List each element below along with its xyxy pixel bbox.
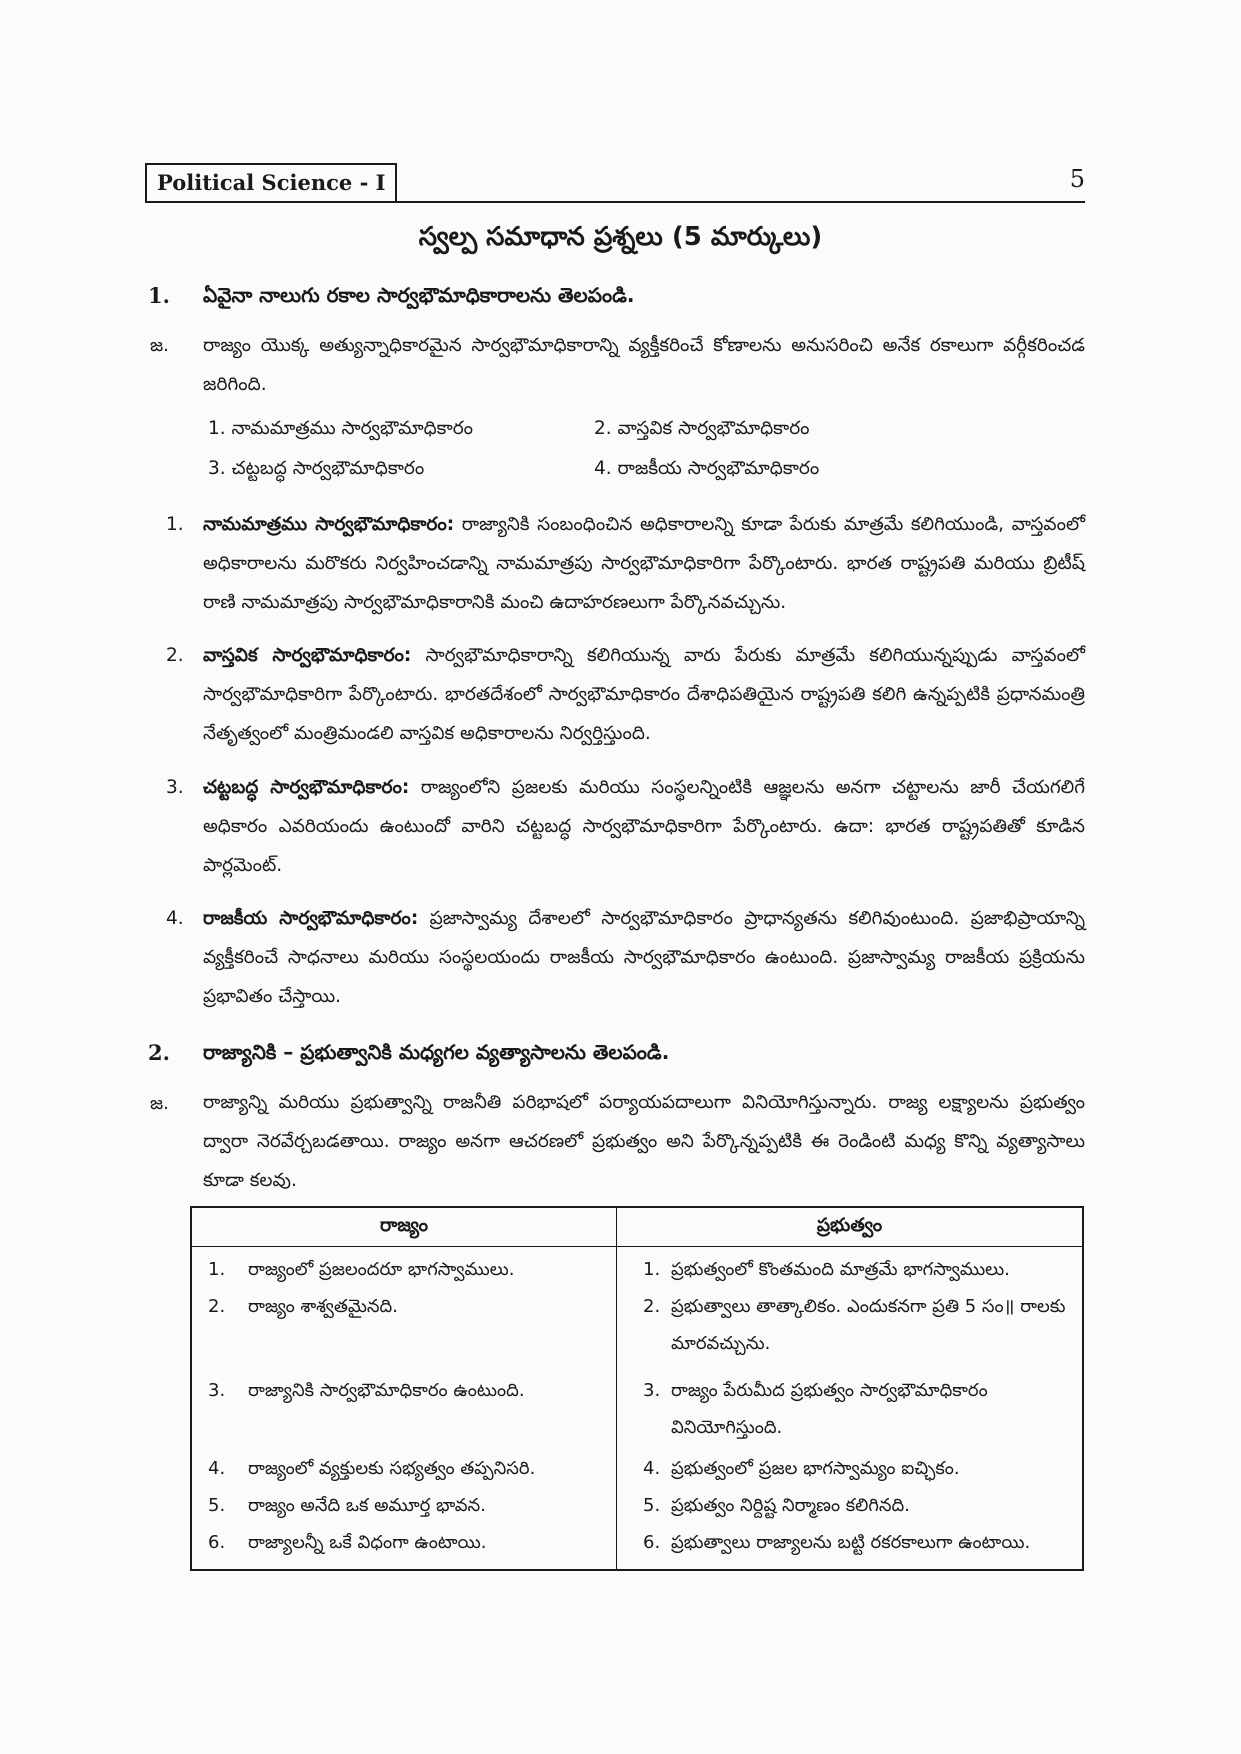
table-row — [191, 1372, 1083, 1450]
government-cell — [617, 1487, 1084, 1524]
item-body — [203, 768, 1085, 885]
item-body — [203, 636, 1085, 753]
state-cell — [191, 1524, 617, 1570]
state-text: రాజ్యాలన్నీ ఒకే విధంగా ఉంటాయి. — [248, 1532, 487, 1553]
row-number: 3. — [643, 1380, 661, 1401]
table-header-row — [191, 1207, 1083, 1247]
government-cell — [617, 1372, 1084, 1450]
item-body — [203, 505, 1085, 622]
state-cell — [191, 1288, 617, 1372]
item-number: 3. — [166, 777, 184, 798]
state-cell — [191, 1487, 617, 1524]
government-text: ప్రభుత్వంలో కొంతమంది మాత్రమే భాగస్వాములు. — [671, 1259, 1010, 1280]
item-heading: చట్టబద్ధ సార్వభౌమాధికారం: — [203, 777, 410, 798]
item-number: 2. — [166, 645, 184, 666]
row-number: 2. — [208, 1296, 226, 1317]
item-heading: వాస్తవిక సార్వభౌమాధికారం: — [203, 645, 412, 666]
column-header-government: ప్రభుత్వం — [617, 1207, 1084, 1247]
government-cell — [617, 1247, 1084, 1289]
row-number: 1. — [643, 1259, 661, 1280]
comparison-table — [190, 1206, 1084, 1571]
item-text: రాజ్యానికి సంబంధించిన అధికారాలన్ని కూడా పేరుకు మాత్రమే కలిగియుండి, వాస్తవంలో అధికారాలను మరొకరు నిర్వహించడాన్ని నామమాత్రపు సార్వభౌమాధికారిగా పేర్కొంటారు. భారత రాష్ట్రపతి మరియు బ్రిటీష్ రాణి నామమాత్రపు సార్వభౌమాధికారానికి మంచి ఉదాహరణలుగా పేర్కొనవచ్చును. — [203, 514, 1085, 613]
item-body — [203, 899, 1085, 1016]
question-2-text: రాజ్యానికి – ప్రభుత్వానికి మధ్యగల వ్యత్యాసాలను తెలపండి. — [203, 1040, 670, 1064]
row-number: 5. — [208, 1495, 226, 1516]
state-text: రాజ్యానికి సార్వభౌమాధికారం ఉంటుంది. — [248, 1380, 525, 1401]
type-item: 1. నామమాత్రము సార్వభౌమాధికారం — [208, 418, 474, 439]
table-row — [191, 1450, 1083, 1487]
section-title: స్వల్ప సమాధాన ప్రశ్నలు (5 మార్కులు) — [418, 222, 823, 252]
state-cell — [191, 1450, 617, 1487]
question-1-number: 1. — [148, 283, 170, 308]
answer-2-intro: రాజ్యాన్ని మరియు ప్రభుత్వాన్ని రాజనీతి పరిభాషలో పర్యాయపదాలుగా వినియోగిస్తున్నారు. రాజ్య లక్ష్యాలను ప్రభుత్వం ద్వారా నెరవేర్చబడతాయి. రాజ్యం అనగా ఆచరణలో ప్రభుత్వం అని పేర్కొన్నప్పటికి ఈ రెండింటి మధ్య కొన్ని వ్యత్యాసాలు కూడా కలవు. — [203, 1092, 1085, 1191]
type-item: 3. చట్టబద్ధ సార్వభౌమాధికారం — [208, 458, 425, 479]
question-1-text: ఏవైనా నాలుగు రకాల సార్వభౌమాధికారాలను తెలపండి. — [203, 283, 635, 307]
row-number: 3. — [208, 1380, 226, 1401]
item-number: 1. — [166, 514, 184, 535]
state-cell — [191, 1372, 617, 1450]
state-text: రాజ్యంలో వ్యక్తులకు సభ్యత్వం తప్పనిసరి. — [248, 1458, 536, 1479]
page-header — [145, 163, 1085, 203]
answer-1-mark: జ. — [150, 335, 169, 356]
state-cell — [191, 1247, 617, 1289]
row-number: 6. — [208, 1532, 226, 1553]
header-rule — [145, 201, 1085, 203]
table-row — [191, 1524, 1083, 1570]
type-item: 2. వాస్తవిక సార్వభౌమాధికారం — [594, 418, 810, 439]
table-row — [191, 1247, 1083, 1289]
state-text: రాజ్యం శాశ్వతమైనది. — [248, 1296, 398, 1317]
column-header-state: రాజ్యం — [191, 1207, 617, 1247]
government-text: ప్రభుత్వాలు రాజ్యాలను బట్టి రకరకాలుగా ఉంటాయి. — [671, 1532, 1031, 1553]
answer-2-mark: జ. — [150, 1093, 169, 1114]
row-number: 4. — [208, 1458, 226, 1479]
page-number: 5 — [1069, 165, 1085, 193]
government-text: ప్రభుత్వం నిర్దిష్ట నిర్మాణం కలిగినది. — [671, 1495, 910, 1516]
question-2-number: 2. — [148, 1040, 170, 1065]
item-text: రాజ్యంలోని ప్రజలకు మరియు సంస్థలన్నింటికి ఆజ్ఞలను అనగా చట్టాలను జారీ చేయగలిగే అధికారం ఎవరియందు ఉంటుందో వారిని చట్టబద్ధ సార్వభౌమాధికారిగా పేర్కొంటారు. ఉదా: భారత రాష్ట్రపతితో కూడిన పార్లమెంట్. — [203, 777, 1086, 876]
row-number: 4. — [643, 1458, 661, 1479]
item-text: ప్రజాస్వామ్య దేశాలలో సార్వభౌమాధికారం ప్రాధాన్యతను కలిగివుంటుంది. ప్రజాభిప్రాయాన్ని వ్యక్తీకరించే సాధనాలు మరియు సంస్థలయందు రాజకీయ సార్వభౌమాధికారం ఉంటుంది. ప్రజాస్వామ్య రాజకీయ ప్రక్రియను ప్రభావితం చేస్తాయి. — [203, 908, 1085, 1007]
row-number: 6. — [643, 1532, 661, 1553]
government-text: ప్రభుత్వాలు తాత్కాలికం. ఎందుకనగా ప్రతి 5 సం॥ రాలకు మారవచ్చును. — [671, 1296, 1066, 1354]
government-text: ప్రభుత్వంలో ప్రజల భాగస్వామ్యం ఐచ్ఛికం. — [671, 1458, 960, 1479]
row-number: 5. — [643, 1495, 661, 1516]
government-cell — [617, 1288, 1084, 1372]
subject-label: Political Science - I — [145, 163, 397, 201]
answer-1-intro: రాజ్యం యొక్క అత్యున్నాధికారమైన సార్వభౌమాధికారాన్ని వ్యక్తీకరించే కోణాలను అనుసరించి అనేక రకాలుగా వర్గీకరించడ జరిగింది. — [203, 335, 1085, 395]
government-cell — [617, 1450, 1084, 1487]
row-number: 2. — [643, 1296, 661, 1317]
item-heading: నామమాత్రము సార్వభౌమాధికారం: — [203, 514, 455, 535]
state-text: రాజ్యం అనేది ఒక అమూర్త భావన. — [248, 1495, 486, 1516]
table-row — [191, 1288, 1083, 1372]
table-row — [191, 1487, 1083, 1524]
government-cell — [617, 1524, 1084, 1570]
item-number: 4. — [166, 908, 184, 929]
type-item: 4. రాజకీయ సార్వభౌమాధికారం — [594, 458, 820, 479]
row-number: 1. — [208, 1259, 226, 1280]
state-text: రాజ్యంలో ప్రజలందరూ భాగస్వాములు. — [248, 1259, 515, 1280]
item-heading: రాజకీయ సార్వభౌమాధికారం: — [203, 908, 419, 929]
item-text: సార్వభౌమాధికారాన్ని కలిగియున్న వారు పేరుకు మాత్రమే కలిగియున్నప్పుడు వాస్తవంలో సార్వభౌమాధికారిగా పేర్కొంటారు. భారతదేశంలో సార్వభౌమాధికారం దేశాధిపతియైన రాష్ట్రపతి కలిగి ఉన్నప్పటికి ప్రధానమంత్రి నేతృత్వంలో మంత్రిమండలి వాస్తవిక అధికారాలను నిర్వర్తిస్తుంది. — [203, 645, 1085, 744]
government-text: రాజ్యం పేరుమీద ప్రభుత్వం సార్వభౌమాధికారం వినియోగిస్తుంది. — [671, 1380, 988, 1438]
